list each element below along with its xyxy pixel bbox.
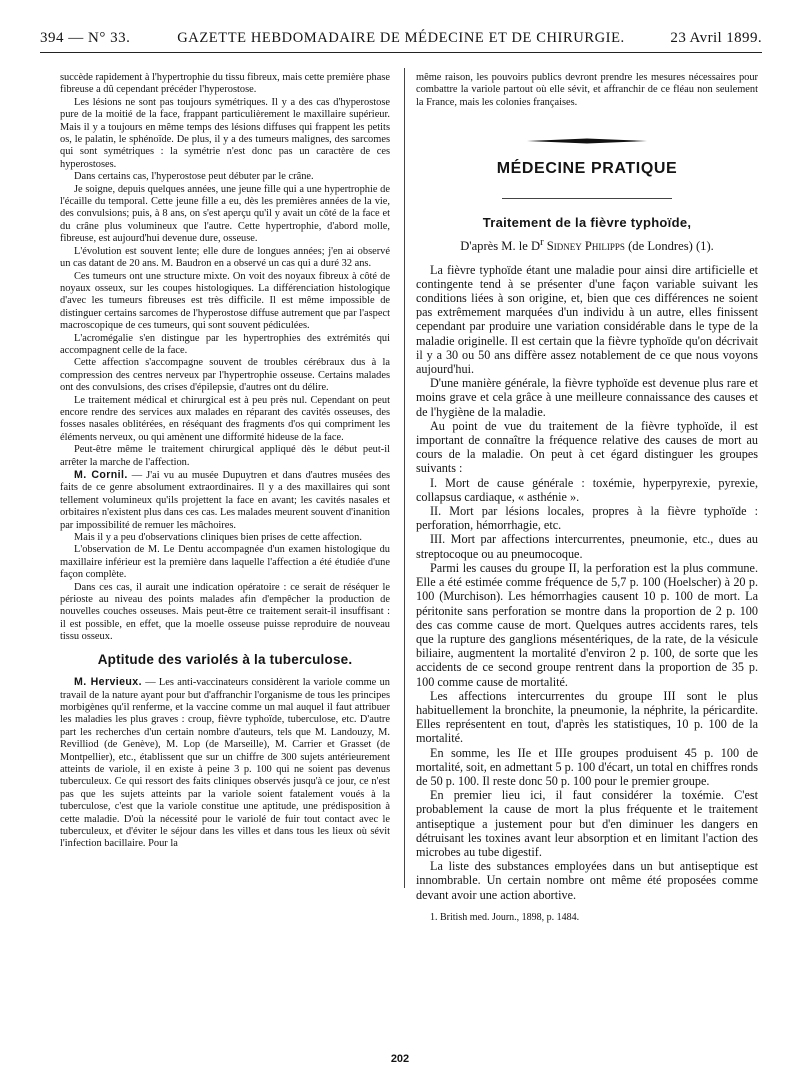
paragraph: L'acromégalie s'en distingue par les hypertrophies des extrémités qui accompagnent celle de la face.	[60, 332, 390, 356]
paragraph: La liste des substances employées dans un but antiseptique est innombrable. Un certain nombre ont même été proposées comme devant avoir une action abortive.	[416, 859, 758, 902]
paragraph: Dans ces cas, il aurait une indication opératoire : ce serait de réséquer le périoste au niveau des points malades afin d'empêcher la production de nouvelles couches osseuses. Mais peut-être ce traitement serait-il insuffisant : il est possible, en effet, que la moelle osseuse puisse reproduire de nouveau tissu osseux.	[60, 581, 390, 643]
author-name: Sidney Philipps	[546, 239, 625, 254]
speaker-name: M. Hervieux.	[74, 676, 142, 689]
speaker-name: M. Cornil.	[74, 469, 128, 481]
section-heading: MÉDECINE PRATIQUE	[496, 160, 678, 178]
paragraph: L'évolution est souvent lente; elle dure de longues années; j'en ai observé un cas datant de 20 ans. M. Baudron en a observé un cas qui a duré 32 ans.	[60, 245, 390, 270]
paragraph: Parmi les causes du groupe II, la perforation est la plus commune. Elle a été estimée comme fréquence de 5,7 p. 100 (Hoelscher) à 20 p. 100 (Murchison). Les hémorrhagies causent 10 p. 100 de mort. La péritonite sans perforation se montre dans la proportion de 2 p. 100 des cas comme cause de mort. Quelques autres accidents rares, tels que la rupture des ganglions mésentériques, de la rate, de la vésicule biliaire, augmentent la mortalité d'environ 2 p. 100, de sorte que les accidents de ce second groupe rentrent dans la proportion de 35 p. 100 comme cause de mortalité.	[416, 560, 758, 689]
paragraph: III. Mort par affections intercurrentes, pneumonie, etc., dues au streptocoque ou au pneumocoque.	[416, 532, 758, 561]
paragraph: Le traitement médical et chirurgical est à peu près nul. Cependant on peut encore rendre des services aux malades en réparant des cavités osseuses, des fosses nasales oblitérées, en réséquant des fragments d'os qui compriment les éléments nerveux, ou qui amènent une difformité hideuse de la face.	[60, 394, 390, 443]
paragraph: succède rapidement à l'hypertrophie du tissu fibreux, mais cette première phase fibreuse a dû cependant précéder l'hyperostose.	[60, 72, 390, 96]
paragraph: Au point de vue du traitement de la fièvre typhoïde, il est important de connaître la fréquence relative des causes de mort au cours de la maladie. On peut à cet égard distinguer les groupes suivants :	[416, 418, 758, 476]
paragraph-text: — Les anti-vaccinateurs considèrent la variole comme un travail de la nature ayant pour but d'affranchir l'organisme de tous les principes morbigènes qu'il renferme, et la vaccine comme un mal auquel il faut attribuer les maladies les plus graves : croup, fièvre typhoïde, tuberculose, etc. D'autre part les recherches d'un certain nombre d'auteurs, tels que M. Landouzy, M. Revilliod (de Genève), M. Lop (de Marseille), M. Carrier et Grasset (de Montpellier), etc., établissent que sur un chiffre de 300 sujets antérieurement atteints de variole, il en existe à peine 3 p. 100 qui ne soient pas devenus tuberculeux. Ce qui ressort des faits cliniques observés jusqu'à ce jour, ce n'est pas que les sujets atteints par la variole soient fatalement voués à la tuberculose, c'est que la variole constitue une aptitude, une prédisposition à cette maladie. D'où la nécessité pour le variolé de fuir tout contact avec le tuberculeux, et d'éviter le séjour dans les villes et dans tous les lieux où sévit l'infection bacillaire. Pour la	[60, 677, 390, 850]
paragraph: Les affections intercurrentes du groupe III sont le plus habituellement la bronchite, la pneumonie, la néphrite, la péricardite. Elles représentent en tout, d'après les statistiques, 10 p. 100 de la mortalité.	[416, 688, 758, 746]
heading-rule	[502, 198, 672, 199]
paragraph: Je soigne, depuis quelques années, une jeune fille qui a une hypertrophie de l'écaille du temporal. Cette jeune fille a eu, dès les premières années de la vie, des convulsions; puis, à 8 ans, on s'est aperçu qu'il y avait un côté de la face et du crâne plus volumineux que l'autre. Cette hypertrophie, d'abord molle, fibreuse, est aujourd'hui devenue dure, osseuse.	[60, 183, 390, 245]
column-divider	[404, 68, 405, 888]
cornil-intervention	[60, 469, 390, 532]
article-body	[416, 263, 758, 902]
paragraph: Les lésions ne sont pas toujours symétriques. Il y a des cas d'hyperostose pure de la moitié de la face, frappant particulièrement le maxillaire supérieur. Mais il y a toujours en même temps des lésions diffuses qui frappent les petits os, le palatin, le sphénoïde. De plus, il y a des tumeurs malignes, des sarcomes qui sont symétriques : la symétrie n'est donc pas un caractère de ces hyperostoses.	[60, 96, 390, 170]
footnote: 1. British med. Journ., 1898, p. 1484.	[430, 911, 580, 923]
running-header	[40, 26, 762, 53]
paragraph: Dans certains cas, l'hyperostose peut débuter par le crâne.	[74, 171, 314, 183]
article-title: Traitement de la fièvre typhoïde,	[482, 214, 692, 230]
paragraph: Cette affection s'accompagne souvent de troubles cérébraux dus à la compression des centres nerveux par l'hypertrophie osseuse. Certains malades ont des convulsions, des crises d'épilepsie, d'autres ont du délire.	[60, 357, 390, 394]
paragraph: II. Mort par lésions locales, propres à la fièvre typhoïde : perforation, hémorrhagie, etc.	[416, 504, 758, 533]
paragraph: même raison, les pouvoirs publics devront prendre les mesures nécessaires pour combattre la variole partout où elle sévit, et affranchir de ce fléau non seulement la France, mais les colonies françaises.	[416, 72, 758, 108]
paragraph: Mais il y a peu d'observations cliniques bien prises de cette affection.	[74, 532, 362, 544]
header-page-issue: 394 — N° 33.	[40, 30, 131, 46]
paragraph-text: — J'ai vu au musée Dupuytren et dans d'autres musées des faits de ce genre absolument extraordinaires. Il y a des maxillaires qui sont tellement volumineux qu'ils projettent la face en avant; les cavités nasales et orbitaires n'existent plus dans ces cas. Les malades meurent souvent d'inanition par impossibilité de remuer les mâchoires.	[60, 470, 390, 531]
ornament-divider	[527, 137, 647, 145]
paragraph: Ces tumeurs ont une structure mixte. On voit des noyaux fibreux à côté de noyaux osseux, sur les coupes histologiques. La différenciation histologique d'avec les tumeurs fibreuses est très difficile. Il est même impossible de distinguer certains sarcomes de l'hyperostose diffuse autrement que par l'aspect macroscopique de ces tumeurs, qui sont souvent pédiculées.	[60, 270, 390, 332]
right-column	[416, 72, 758, 924]
paragraph: D'une manière générale, la fièvre typhoïde est devenue plus rare et moins grave et cela grâce à une meilleure connaissance des causes et de l'hygiène de la maladie.	[416, 376, 758, 419]
section-title: Aptitude des variolés à la tuberculose.	[97, 651, 353, 667]
paragraph: L'observation de M. Le Dentu accompagnée d'un examen histologique du maxillaire inférieur est la première dans laquelle l'affection a été étudiée d'une façon complète.	[60, 544, 390, 581]
paragraph: En somme, les IIe et IIIe groupes produisent 45 p. 100 de mortalité, soit, en admettant 5 p. 100 d'écart, un total en chiffres ronds de 50 p. 100. Il reste donc 50 p. 100 pour le premier groupe.	[416, 745, 758, 788]
hervieux-intervention	[60, 676, 390, 851]
header-date: 23 Avril 1899.	[670, 30, 762, 46]
left-column	[60, 72, 390, 851]
paragraph: La fièvre typhoïde étant une maladie pour ainsi dire artificielle et contingente tend à se présenter d'une façon variable suivant les conditions liées à son origine, et, bien que ces différences ne soient pas extrêmement marquées d'un individu à un autre, elles finissent cependant par produire une variation considérable dans le type de la maladie originelle. Il est certain que la fièvre typhoïde qu'on décrivait il y a 30 ou 50 ans diffère assez notablement de ce que nous voyons aujourd'hui.	[416, 262, 758, 377]
page-number: 202	[390, 1053, 410, 1065]
byline: D'après M. le $D^r$ Sidney Philipps (de Londres) (1).	[460, 237, 714, 254]
paragraph: I. Mort de cause générale : toxémie, hyperpyrexie, pyrexie, collapsus cardiaque, « asthénie ».	[416, 475, 758, 504]
header-journal-title: GAZETTE HEBDOMADAIRE DE MÉDECINE ET DE CHIRURGIE.	[177, 30, 625, 46]
paragraph: En premier lieu ici, il faut considérer la toxémie. C'est probablement la cause de mort la plus fréquente et le traitement antiseptique a justement pour but d'en diminuer les dangers en détruisant les toxines avant leur absorption et en limitant l'action des microbes au tube digestif.	[416, 788, 758, 859]
paragraph: Peut-être même le traitement chirurgical appliqué dès le début peut-il arrêter la marche de l'affection.	[60, 444, 390, 468]
